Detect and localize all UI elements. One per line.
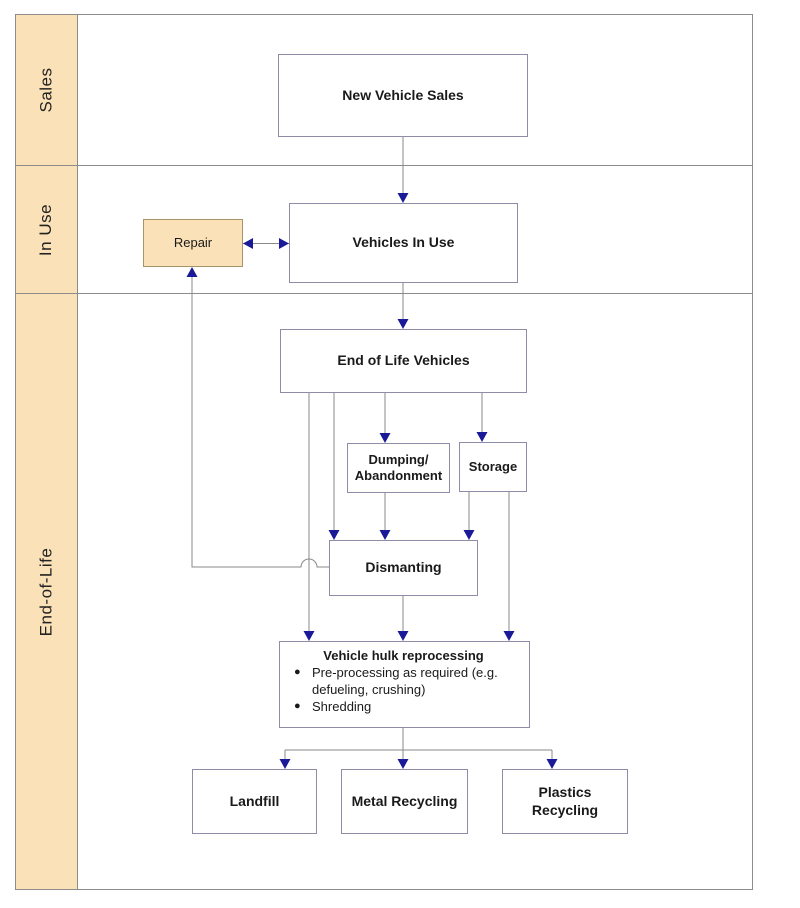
connector-storage-to-hulk <box>504 492 515 641</box>
arrowhead-right-icon <box>279 238 289 249</box>
connector-eol-to-dismanting <box>329 393 340 540</box>
connector-sales-to-in-use <box>398 137 409 203</box>
arrowhead-up-icon <box>187 267 198 277</box>
arrowhead-down-icon <box>398 319 409 329</box>
bullet-icon: ● <box>294 666 301 678</box>
connector-eol-to-hulk <box>304 393 315 641</box>
bullet-text: Shredding <box>312 699 372 714</box>
arrowhead-down-icon <box>398 631 409 641</box>
connector-dumping-to-dismanting <box>380 493 391 540</box>
node-vehicles-in-use <box>289 203 518 283</box>
node-label: New Vehicle Sales <box>342 86 464 103</box>
connector-eol-to-storage <box>477 393 488 442</box>
connector-dismanting-to-repair <box>187 267 330 567</box>
node-title: Vehicle hulk reprocessing <box>323 648 484 663</box>
node-dismanting <box>329 540 478 596</box>
node-label: Plastics Recycling <box>531 784 599 818</box>
arrowhead-down-icon <box>464 530 475 540</box>
node-label: Vehicles In Use <box>352 234 455 251</box>
arrowhead-down-icon <box>504 631 515 641</box>
bullet-text: Pre-processing as required (e.g. defueling, crushing) <box>312 665 498 697</box>
connector-eol-to-dumping <box>380 393 391 443</box>
node-label: Repair <box>173 234 213 250</box>
arrowhead-down-icon <box>329 530 340 540</box>
lane-label-in-use: In Use <box>36 203 56 256</box>
arrowhead-left-icon <box>243 238 253 249</box>
node-vehicle-hulk-reprocessing <box>279 641 530 728</box>
node-end-of-life-vehicles <box>280 329 527 393</box>
connector-storage-to-dismanting <box>464 492 475 540</box>
connector-hulk-to-outputs <box>280 728 558 769</box>
connector-repair-vehicles-in-use <box>243 238 289 249</box>
arrowhead-down-icon <box>280 759 291 769</box>
node-storage <box>459 442 527 492</box>
node-label: Storage <box>468 458 518 474</box>
bullet-icon: ● <box>294 700 301 712</box>
node-plastics-recycling <box>502 769 628 834</box>
lane-label-end-of-life: End-of-Life <box>36 547 56 636</box>
connector-in-use-to-eol <box>398 283 409 329</box>
node-landfill <box>192 769 317 834</box>
arrowhead-down-icon <box>547 759 558 769</box>
lane-label-sales: Sales <box>36 67 56 113</box>
node-metal-recycling <box>341 769 468 834</box>
node-label: Dismanting <box>365 559 442 576</box>
node-new-vehicle-sales <box>278 54 528 137</box>
arrowhead-down-icon <box>380 530 391 540</box>
node-repair <box>143 219 243 267</box>
node-label: Dumping/ Abandonment <box>354 451 443 483</box>
bullet-item <box>286 664 521 698</box>
connector-dismanting-to-hulk <box>398 596 409 641</box>
bullet-item <box>286 698 521 715</box>
arrowhead-down-icon <box>380 433 391 443</box>
node-dumping-abandonment <box>347 443 450 493</box>
arrowhead-down-icon <box>304 631 315 641</box>
arrowhead-down-icon <box>477 432 488 442</box>
node-label: End of Life Vehicles <box>337 352 470 369</box>
arrowhead-down-icon <box>398 759 409 769</box>
arrowhead-down-icon <box>398 193 409 203</box>
node-label: Metal Recycling <box>351 792 458 809</box>
node-label: Landfill <box>229 792 280 809</box>
